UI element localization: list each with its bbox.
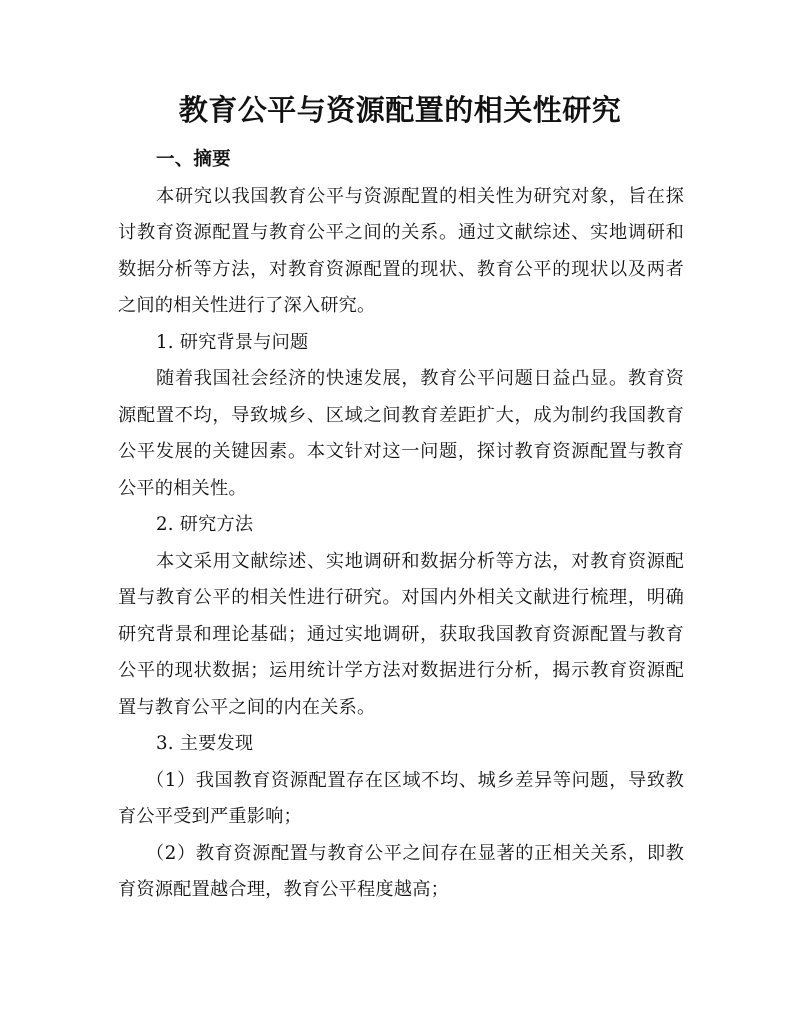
section-paragraph-background: 随着我国社会经济的快速发展，教育公平问题日益凸显。教育资源配置不均，导致城乡、区域之间教育差距扩大，成为制约我国教育公平发展的关键因素。本文针对这一问题，探讨教育资源配置与教育公平的相关性。: [118, 368, 684, 499]
abstract-paragraph: 本研究以我国教育公平与资源配置的相关性为研究对象，旨在探讨教育资源配置与教育公平之间的关系。通过文献综述、实地调研和数据分析等方法，对教育资源配置的现状、教育公平的现状以及两者之间的相关性进行了深入研究。: [118, 185, 684, 316]
finding-item-1: （1）我国教育资源配置存在区域不均、城乡差异等问题，导致教育公平受到严重影响；: [118, 769, 684, 827]
section-paragraph-methods: 本文采用文献综述、实地调研和数据分析等方法，对教育资源配置与教育公平的相关性进行研究。对国内外相关文献进行梳理，明确研究背景和理论基础；通过实地调研，获取我国教育资源配置与教育公平的现状数据；运用统计学方法对数据进行分析，揭示教育资源配置与教育公平之间的内在关系。: [118, 550, 684, 718]
section-heading-findings: 3. 主要发现: [156, 733, 254, 754]
document-title: 教育公平与资源配置的相关性研究: [178, 93, 622, 127]
section-heading-methods: 2. 研究方法: [156, 514, 254, 535]
finding-item-2: （2）教育资源配置与教育公平之间存在显著的正相关关系，即教育资源配置越合理，教育公平程度越高；: [118, 842, 684, 900]
abstract-heading: 一、摘要: [156, 149, 231, 170]
document-body: [118, 142, 684, 909]
section-heading-background: 1. 研究背景与问题: [156, 331, 309, 353]
